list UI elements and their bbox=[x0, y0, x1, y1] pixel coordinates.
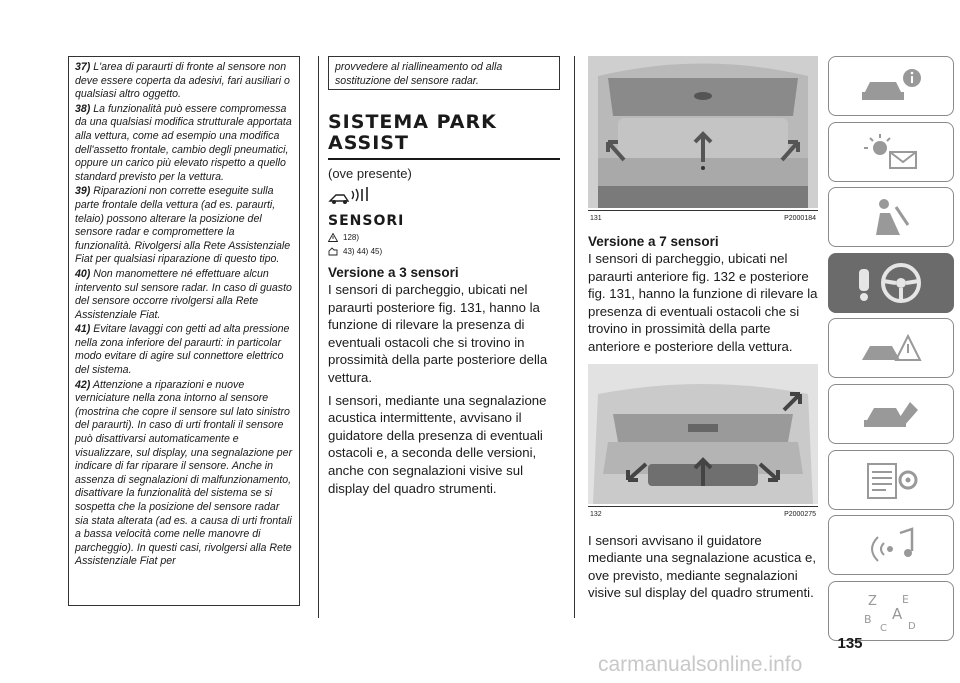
tab-multimedia[interactable] bbox=[828, 515, 954, 575]
watermark: carmanualsonline.info bbox=[598, 653, 803, 676]
svg-text:D: D bbox=[908, 620, 916, 632]
note-continuation: provvedere al riallineamento od alla sostituzione del sensore radar. bbox=[328, 56, 560, 90]
svg-text:A: A bbox=[892, 604, 903, 623]
svg-text:Z: Z bbox=[868, 593, 877, 609]
figure-rule bbox=[588, 210, 818, 211]
tab-warning-lights[interactable] bbox=[828, 122, 954, 182]
heading-3-sensors: Versione a 3 sensori bbox=[328, 265, 459, 280]
main-column bbox=[328, 56, 560, 497]
technical-data-icon bbox=[856, 458, 926, 502]
svg-text:B: B bbox=[864, 612, 872, 626]
note-40: 40) Non manomettere né effettuare alcun intervento sul sensore radar. In caso di guasto del sensore occorre rivolgersi alla Rete Assistenziale Fiat. bbox=[75, 267, 292, 321]
title-rule bbox=[328, 158, 560, 160]
multimedia-icon bbox=[856, 523, 926, 567]
reference-line: 43) 44) 45) bbox=[328, 245, 560, 257]
note-41: 41) Evitare lavaggi con getti ad alta pressione nella zona inferiore del paraurti: in particolar modo evitare di agire sul connettore elettrico del sistema. bbox=[75, 323, 290, 377]
tab-maintenance[interactable] bbox=[828, 384, 954, 444]
note-37: 37) L'area di paraurti di fronte al sensore non deve essere coperta da adesivi, fari ausiliari o qualsiasi altro oggetto. bbox=[75, 61, 290, 101]
figure-rule bbox=[588, 506, 818, 507]
figure-caption: 132 P2000275 bbox=[590, 510, 816, 518]
park-assist-symbol bbox=[328, 185, 560, 205]
safety-airbag-icon bbox=[856, 195, 926, 239]
column-divider bbox=[574, 56, 575, 618]
chapter-sidebar bbox=[828, 56, 956, 646]
page-number: 135 bbox=[837, 635, 863, 652]
note-42: 42) Attenzione a riparazioni e nuove verniciature nella zona intorno al sensore (mostrina che copre il sensore sul lato sinistro del paraurti). In caso di urti frontali il sensore può disattivarsi automaticamente e visualizzare, sul display, una segnalazione per indicare di far riparare il sensore. Anche in assenza di segnalazioni di malfunzionamento, disattivare la funzionalità del sistema se si sospetta che la posizione del sensore radar sia stata alterata (ad es. a causa di urti frontali a bassa velocità come nelle manovre di parcheggio). In questi casi, rivolgersi alla Rete Assistenziale Fiat per bbox=[75, 378, 293, 568]
tab-emergency[interactable] bbox=[828, 318, 954, 378]
paragraph: I sensori di parcheggio, ubicati nel paraurti posteriore fig. 131, hanno la funzione di rilevare la presenza di eventuali ostacoli che si trovino in prossimità della parte posteriore della vettura. bbox=[328, 282, 548, 385]
tab-safety[interactable] bbox=[828, 187, 954, 247]
section-title: SISTEMA PARK ASSIST bbox=[328, 111, 497, 154]
column-divider bbox=[318, 56, 319, 618]
figure-132-front-bumper bbox=[588, 364, 818, 504]
svg-text:C: C bbox=[880, 622, 887, 633]
front-car-illustration bbox=[588, 364, 818, 504]
note-38: 38) La funzionalità può essere compromessa da una qualsiasi modifica strutturale apportata alla vettura, come ad esempio una modifica dell'assetto frontale, cambio degli pneumatici, oppure un carico più elevato rispetto a quello standard previsto per la vettura. bbox=[75, 102, 292, 183]
maintenance-icon bbox=[856, 392, 926, 436]
rear-car-illustration bbox=[588, 56, 818, 208]
car-info-icon bbox=[856, 64, 926, 108]
note-hand-icon bbox=[328, 247, 338, 256]
note-39: 39) Riparazioni non corrette eseguite sulla parte frontale della vettura (ad es. paraurti, telaio) possono alterare la posizione del sensore radar e compromettere la funzionalità. Rivolgersi alla Rete Assistenziale Fiat per qualsiasi riparazione di questo tipo. bbox=[75, 185, 291, 266]
warning-lights-icon bbox=[856, 130, 926, 174]
steering-wheel-icon bbox=[851, 259, 931, 307]
subsection-title: SENSORI bbox=[328, 213, 405, 229]
svg-text:E: E bbox=[902, 592, 909, 606]
paragraph: I sensori avvisano il guidatore mediante una segnalazione acustica e, ove previsto, mediante segnalazioni visive sul display del quadro strumenti. bbox=[588, 532, 817, 601]
figure-131-rear-bumper bbox=[588, 56, 818, 208]
figure-caption: 131 P2000184 bbox=[590, 215, 816, 222]
tab-technical-data[interactable] bbox=[828, 450, 954, 510]
paragraph: I sensori di parcheggio, ubicati nel paraurti anteriore fig. 132 e posteriore fig. 131, hanno la funzione di rilevare la presenza di eventuali ostacoli che si trovino in prossimità della parte anteriore e posteriore della vettura. bbox=[588, 251, 818, 354]
right-column bbox=[588, 56, 818, 602]
tab-car-info[interactable] bbox=[828, 56, 954, 116]
emergency-icon bbox=[856, 326, 926, 370]
park-sensor-icon bbox=[328, 185, 374, 205]
heading-7-sensors: Versione a 7 sensori bbox=[588, 234, 719, 249]
warning-triangle-icon bbox=[328, 233, 338, 242]
safety-notes-box bbox=[68, 56, 300, 606]
index-icon bbox=[856, 589, 926, 633]
availability-note: (ove presente) bbox=[328, 166, 412, 181]
reference-line: 128) bbox=[328, 231, 560, 243]
tab-starting-driving[interactable] bbox=[828, 253, 954, 313]
paragraph: I sensori, mediante una segnalazione acustica intermittente, avvisano il guidatore della presenza di eventuali ostacoli e, a seconda delle versioni, anche con segnalazioni visive sul display del quadro strumenti. bbox=[328, 392, 547, 496]
tab-index[interactable] bbox=[828, 581, 954, 641]
